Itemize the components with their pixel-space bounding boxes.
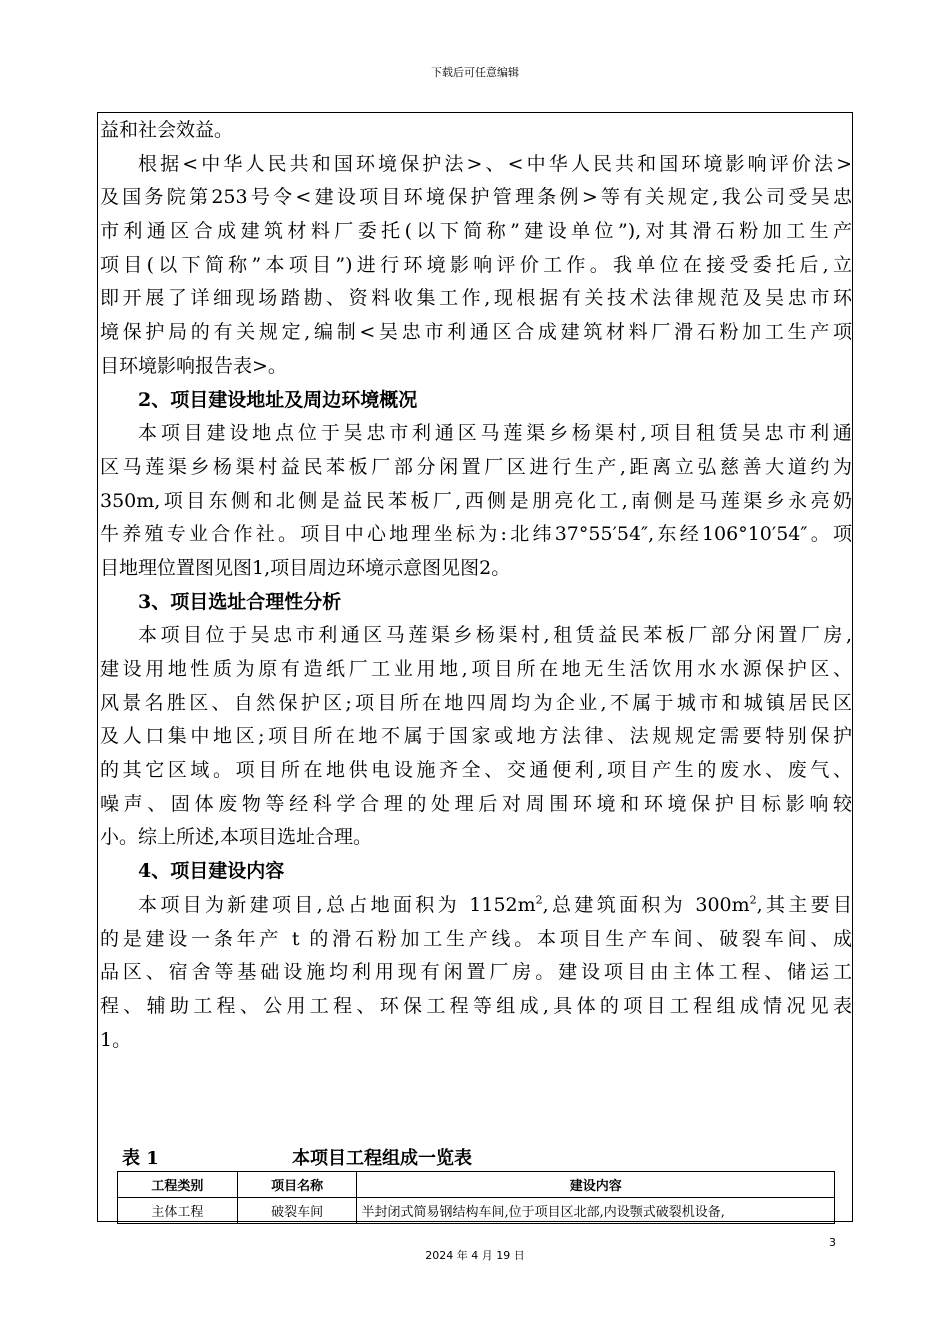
table-header-cell: 建设内容 bbox=[357, 1172, 835, 1198]
table-caption bbox=[122, 1144, 472, 1170]
section-heading: 2、项目建设地址及周边环境概况 bbox=[138, 388, 418, 411]
project-composition-table bbox=[117, 1171, 835, 1224]
table-header-row bbox=[118, 1172, 835, 1198]
paragraph-line: 即开展了详细现场踏勘、资料收集工作,现根据有关技术法律规范及吴忠市环 bbox=[100, 287, 852, 310]
paragraph-line: 风景名胜区、自然保护区;项目所在地四周均为企业,不属于城市和城镇居民区 bbox=[100, 691, 852, 714]
page-number: 3 bbox=[829, 1236, 836, 1249]
section-heading: 3、项目选址合理性分析 bbox=[138, 590, 342, 613]
table-caption-label: 表 1 bbox=[122, 1148, 159, 1169]
table-row bbox=[118, 1198, 835, 1224]
paragraph-line: 市利通区合成建筑材料厂委托(以下简称”建设单位”),对其滑石粉加工生产 bbox=[100, 220, 852, 243]
paragraph-line: 350m,项目东侧和北侧是益民苯板厂,西侧是朋亮化工,南侧是马莲渠乡永亮奶 bbox=[100, 489, 852, 512]
paragraph-line: 根据<中华人民共和国环境保护法>、<中华人民共和国环境影响评价法> bbox=[138, 152, 852, 175]
paragraph-line: 益和社会效益。 bbox=[100, 119, 234, 141]
table-cell: 半封闭式简易钢结构车间,位于项目区北部,内设颚式破裂机设备, bbox=[357, 1198, 835, 1224]
table-cell: 主体工程 bbox=[118, 1198, 238, 1224]
paragraph-line: 区马莲渠乡杨渠村益民苯板厂部分闲置厂区进行生产,距离立弘慈善大道约为 bbox=[100, 455, 852, 478]
table-header-cell: 项目名称 bbox=[237, 1172, 357, 1198]
paragraph-line bbox=[100, 889, 852, 923]
paragraph-line: 程、辅助工程、公用工程、环保工程等组成,具体的项目工程组成情况见表 bbox=[100, 994, 852, 1017]
paragraph-line: 境保护局的有关规定,编制<吴忠市利通区合成建筑材料厂滑石粉加工生产项 bbox=[100, 321, 852, 344]
table-header-cell: 工程类别 bbox=[118, 1172, 238, 1198]
text-run: ,总建筑面积为 300m bbox=[542, 893, 750, 916]
paragraph-line: 本项目建设地点位于吴忠市利通区马莲渠乡杨渠村,项目租赁吴忠市利通 bbox=[138, 422, 852, 445]
paragraph-line: 牛养殖专业合作社。项目中心地理坐标为:北纬37°55′54″,东经106°10′54″。项 bbox=[100, 523, 852, 546]
paragraph-line: 及国务院第253号令<建设项目环境保护管理条例>等有关规定,我公司受吴忠 bbox=[100, 186, 852, 209]
paragraph-line: 小。综上所述,本项目选址合理。 bbox=[100, 826, 373, 849]
table-cell: 破裂车间 bbox=[237, 1198, 357, 1224]
paragraph-line: 目环境影响报告表>。 bbox=[100, 354, 287, 377]
paragraph-line: 的其它区域。项目所在地供电设施齐全、交通便利,项目产生的废水、废气、 bbox=[100, 759, 852, 782]
page-footer-date: 2024 年 4 月 19 日 bbox=[425, 1249, 525, 1262]
paragraph-line: 1。 bbox=[100, 1028, 132, 1051]
paragraph-line: 的是建设一条年产 t 的滑石粉加工生产线。本项目生产车间、破裂车间、成 bbox=[100, 927, 852, 950]
table-caption-title: 本项目工程组成一览表 bbox=[292, 1148, 472, 1169]
paragraph-line: 及人口集中地区;项目所在地不属于国家或地方法律、法规规定需要特别保护 bbox=[100, 725, 852, 748]
paragraph-line: 建设用地性质为原有造纸厂工业用地,项目所在地无生活饮用水水源保护区、 bbox=[100, 658, 852, 680]
paragraph-line: 项目(以下简称”本项目”)进行环境影响评价工作。我单位在接受委托后,立 bbox=[100, 253, 852, 276]
superscript: 2 bbox=[535, 893, 543, 907]
page-header: 下载后可任意编辑 bbox=[431, 66, 519, 79]
superscript: 2 bbox=[749, 893, 757, 907]
section-heading: 4、项目建设内容 bbox=[138, 860, 285, 883]
text-run: 本项目为新建项目,总占地面积为 1152m bbox=[138, 893, 536, 916]
paragraph-line: 品区、宿舍等基础设施均利用现有闲置厂房。建设项目由主体工程、储运工 bbox=[100, 961, 852, 984]
paragraph-line: 本项目位于吴忠市利通区马莲渠乡杨渠村,租赁益民苯板厂部分闲置厂房, bbox=[138, 624, 852, 647]
paragraph-line: 目地理位置图见图1,项目周边环境示意图见图2。 bbox=[100, 556, 511, 579]
text-run: ,其主要目 bbox=[756, 893, 852, 916]
paragraph-line: 噪声、固体废物等经科学合理的处理后对周围环境和环境保护目标影响较 bbox=[100, 792, 852, 815]
document-body bbox=[100, 114, 852, 1057]
